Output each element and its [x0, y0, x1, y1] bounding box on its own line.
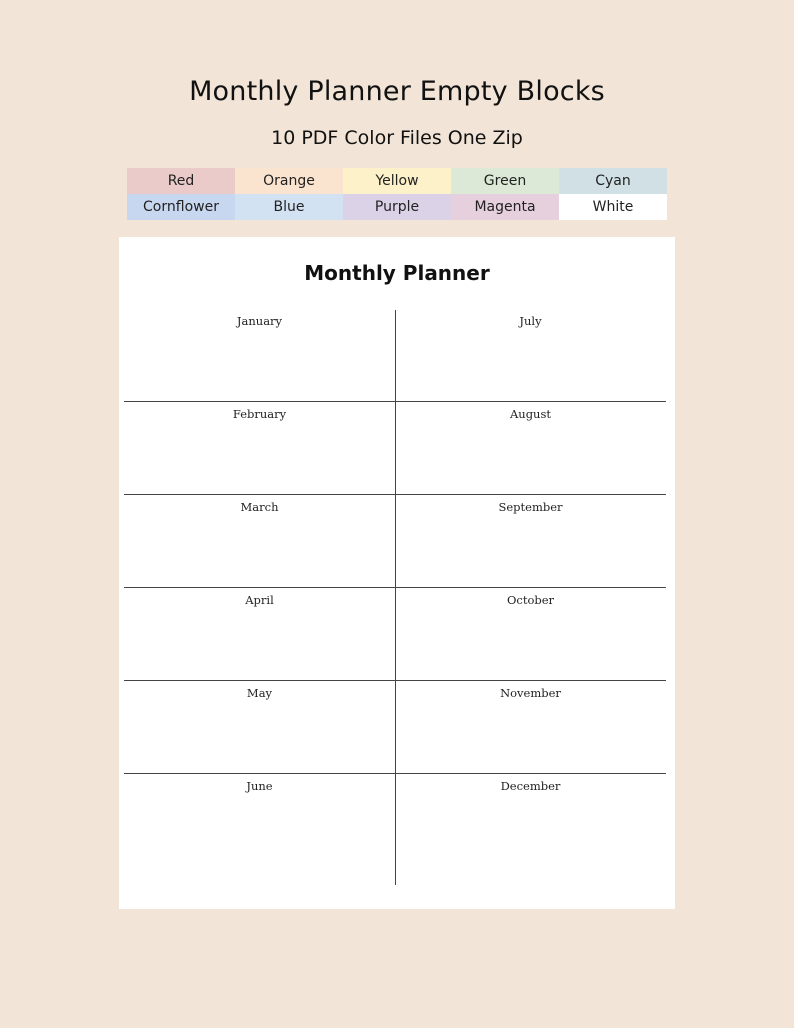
- row-divider: [124, 773, 666, 774]
- month-label-august: August: [509, 407, 551, 421]
- main-title: Monthly Planner Empty Blocks: [189, 76, 605, 107]
- planner-page: [119, 237, 675, 909]
- month-label-december: December: [500, 779, 561, 793]
- month-label-april: April: [245, 593, 274, 607]
- month-grid: [124, 310, 666, 885]
- row-divider: [124, 494, 666, 495]
- swatch-green: Green: [451, 168, 559, 194]
- swatch-red: Red: [127, 168, 235, 194]
- row-divider: [124, 401, 666, 402]
- month-label-january: January: [236, 314, 283, 328]
- swatch-cornflower: Cornflower: [127, 194, 235, 220]
- swatch-blue: Blue: [235, 194, 343, 220]
- month-label-may: May: [246, 686, 273, 700]
- month-label-march: March: [240, 500, 279, 514]
- swatch-cyan: Cyan: [559, 168, 667, 194]
- swatch-white: White: [559, 194, 667, 220]
- month-label-july: July: [519, 314, 542, 328]
- subtitle: 10 PDF Color Files One Zip: [271, 127, 523, 149]
- month-label-november: November: [500, 686, 561, 700]
- row-divider: [124, 680, 666, 681]
- month-label-october: October: [506, 593, 555, 607]
- row-divider: [124, 587, 666, 588]
- color-swatch-grid: [127, 168, 667, 220]
- month-label-september: September: [498, 500, 563, 514]
- swatch-orange: Orange: [235, 168, 343, 194]
- planner-title: Monthly Planner: [304, 261, 490, 285]
- swatch-magenta: Magenta: [451, 194, 559, 220]
- month-label-february: February: [232, 407, 287, 421]
- swatch-yellow: Yellow: [343, 168, 451, 194]
- swatch-purple: Purple: [343, 194, 451, 220]
- month-label-june: June: [246, 779, 273, 793]
